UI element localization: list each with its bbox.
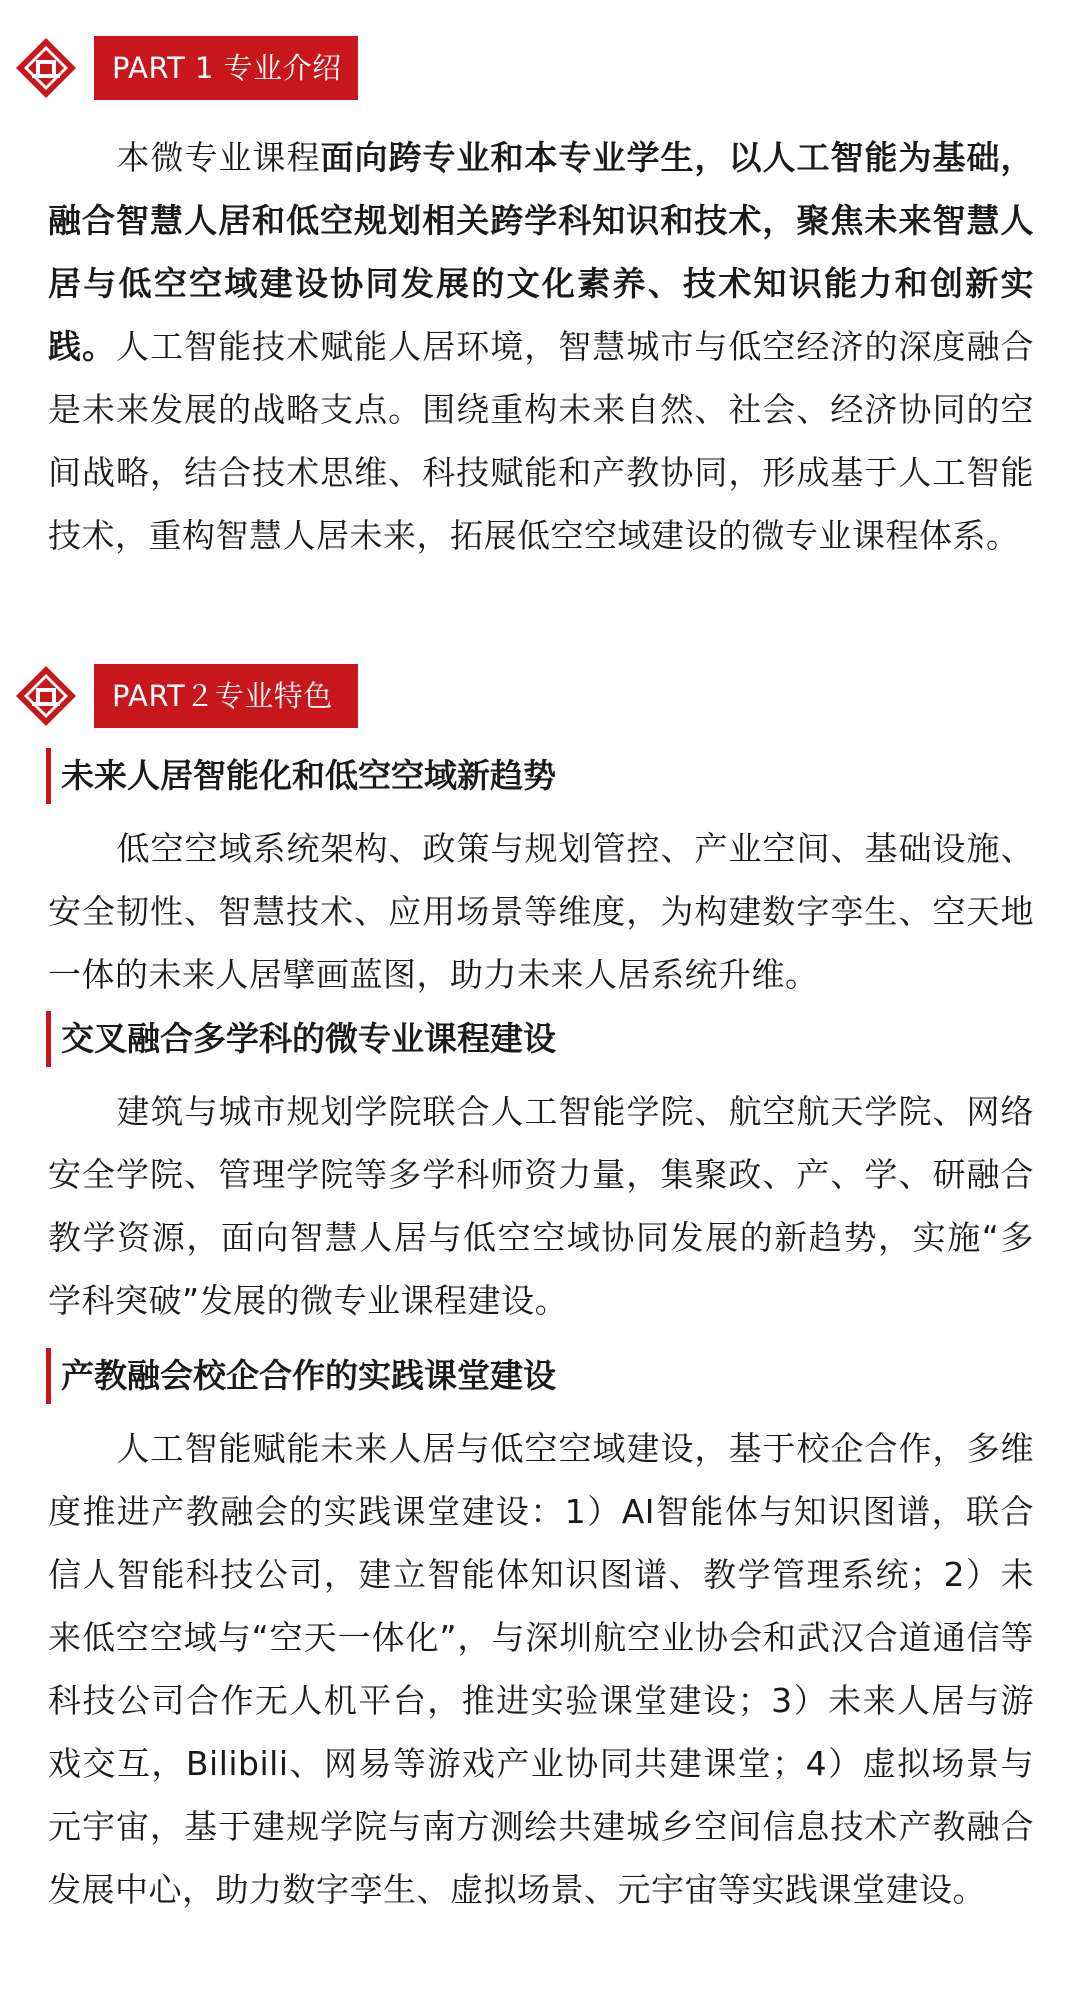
intro-rest: 人工智能技术赋能人居环境，智慧城市与低空经济的深度融合是未来发展的战略支点。围绕重构未来自然、社会、经济协同的空间战略，结合技术思维、科技赋能和产教协同，形成基于人工智能技术，重构智慧人居未来，拓展低空空域建设的微专业课程体系。 bbox=[48, 327, 1035, 555]
feature-body: 低空空域系统架构、政策与规划管控、产业空间、基础设施、安全韧性、智慧技术、应用场景等维度，为构建数字孪生、空天地一体的未来人居擘画蓝图，助力未来人居系统升维。 bbox=[48, 829, 1034, 994]
feature-title: 产教融会校企合作的实践课堂建设 bbox=[46, 1348, 556, 1404]
section-title: PART２专业特色 bbox=[94, 664, 358, 728]
intro-bold: 面向跨专业和本专业学生，以人工智能为基础，融合智慧人居和低空规划相关跨学科知识和技术，聚焦未来智慧人居与低空空域建设协同发展的文化素养、技术知识能力和创新实践。 bbox=[48, 138, 1034, 366]
feature-title: 未来人居智能化和低空空域新趋势 bbox=[46, 748, 556, 804]
intro-paragraph bbox=[48, 126, 1034, 567]
feature-body: 人工智能赋能未来人居与低空空域建设，基于校企合作，多维度推进产教融会的实践课堂建设：1）AI智能体与知识图谱，联合信人智能科技公司，建立智能体知识图谱、教学管理系统；2）未来低空空域与“空天一体化”，与深圳航空业协会和武汉合道通信等科技公司合作无人机平台，推进实验课堂建设；3）未来人居与游戏交互，Bilibili、网易等游戏产业协同共建课堂；4）虚拟场景与元宇宙，基于建规学院与南方测绘共建城乡空间信息技术产教融合发展中心，助力数字孪生、虚拟场景、元宇宙等实践课堂建设。 bbox=[48, 1429, 1034, 1909]
section-header-part1 bbox=[14, 36, 358, 100]
feature-title: 交叉融合多学科的微专业课程建设 bbox=[46, 1011, 556, 1067]
intro-plain: 本微专业课程 bbox=[116, 138, 321, 177]
feature-body: 建筑与城市规划学院联合人工智能学院、航空航天学院、网络安全学院、管理学院等多学科师资力量，集聚政、产、学、研融合教学资源，面向智慧人居与低空空域协同发展的新趋势，实施“多学科突破”发展的微专业课程建设。 bbox=[48, 1092, 1034, 1320]
diamond-emblem-icon bbox=[14, 36, 78, 100]
section-header-part2 bbox=[14, 664, 358, 728]
diamond-emblem-icon bbox=[14, 664, 78, 728]
section-title: PART 1 专业介绍 bbox=[94, 36, 358, 100]
